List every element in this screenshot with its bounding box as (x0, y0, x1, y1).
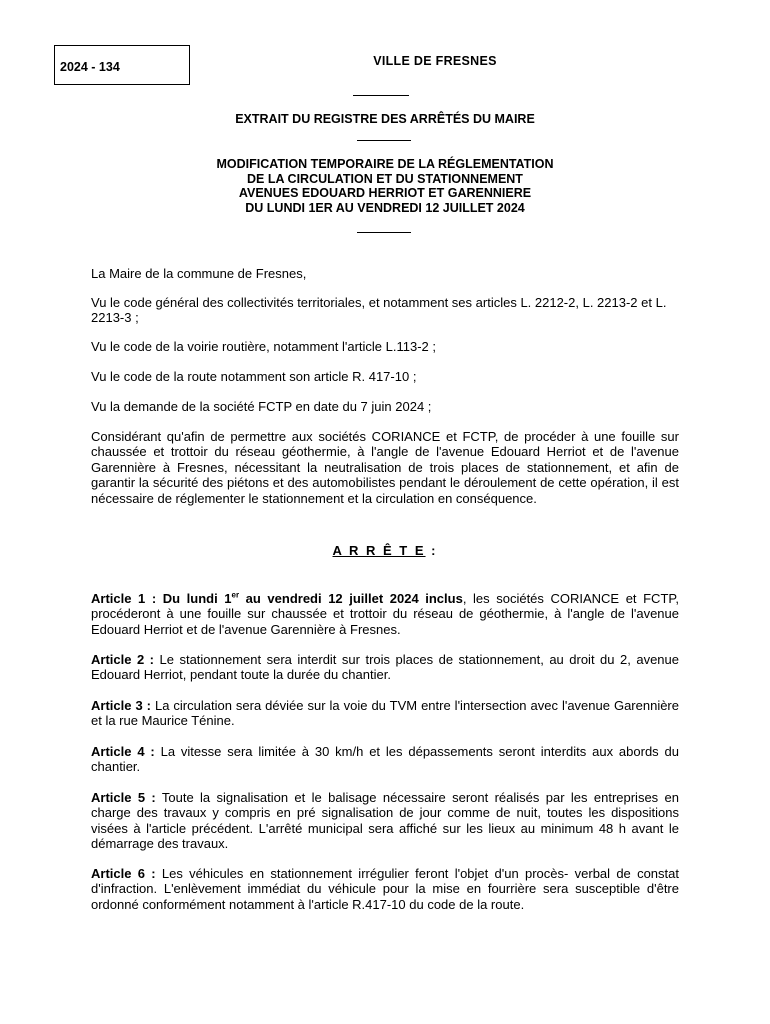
mayor-line: La Maire de la commune de Fresnes, (91, 266, 307, 281)
title-line: DU LUNDI 1ER AU VENDREDI 12 JUILLET 2024 (245, 200, 525, 215)
article-text: La vitesse sera limitée à 30 km/h et les dépassements seront interdits aux abords du chantier. (91, 744, 679, 775)
preamble-mayor (91, 266, 679, 281)
article-3 (91, 698, 679, 729)
article-label: Article 4 : (91, 744, 155, 759)
divider (353, 95, 409, 96)
considerant-paragraph (91, 429, 679, 506)
vu-paragraph: Vu la demande de la société FCTP en date du 7 juin 2024 ; (91, 399, 432, 414)
article-text: La circulation sera déviée sur la voie du TVM entre l'intersection avec l'avenue Garennière et la rue Maurice Ténine. (91, 698, 679, 729)
article-4 (91, 744, 679, 775)
preamble-vu-1 (91, 295, 679, 326)
arrete-heading (0, 543, 770, 558)
article-text: Toute la signalisation et le balisage nécessaire seront réalisés par les entreprises en charge des travaux y compris en pré signalisation de jour comme de nuit, toutes les dispositions visées à l'article précédent. L'arrêté municipal sera affiché sur les lieux au minimum 48 h avant le démarrage des travaux. (91, 790, 679, 852)
article-text: , les sociétés CORIANCE et FCTP, procéderont à une fouille sur chaussée et trottoir du réseau de géothermie, à l'angle de l'avenue Edouard Herriot et de l'avenue Garennière à Fresnes. (91, 591, 679, 637)
preamble-vu-3 (91, 369, 679, 384)
article-text: Le stationnement sera interdit sur trois places de stationnement, au droit du 2, avenue Edouard Herriot, pendant toute la durée du chantier. (91, 652, 679, 683)
considerant-text: Considérant qu'afin de permettre aux sociétés CORIANCE et FCTP, de procéder à une fouille sur chaussée et trottoir du réseau géothermie, à l'angle de l'avenue Edouard Herriot et de l'avenue Garennière à Fresnes, nécessitant la neutralisation de trois places de stationnement, et afin de garantir la sécurité des piétons et des automobilistes pendant le déroulement de cette opération, il est nécessaire de réglementer le stationnement et la circulation en conséquence. (91, 429, 679, 506)
title-line: AVENUES EDOUARD HERRIOT ET GARENNIERE (238, 186, 532, 200)
registry-title: EXTRAIT DU REGISTRE DES ARRÊTÉS DU MAIRE (235, 112, 535, 126)
article-label: Article 3 : (91, 698, 151, 713)
article-6 (91, 866, 679, 912)
article-2 (91, 652, 679, 683)
ordinal-superscript: er (231, 590, 240, 600)
divider (357, 140, 411, 141)
title-line: DE LA CIRCULATION ET DU STATIONNEMENT (247, 171, 523, 186)
article-label: Article 2 : (91, 652, 155, 667)
article-label: Article 5 : (91, 790, 156, 805)
article-1 (91, 591, 679, 637)
document-title (0, 157, 770, 215)
vu-paragraph: Vu le code de la voirie routière, notamment l'article L.113-2 ; (91, 339, 436, 354)
vu-paragraph: Vu le code général des collectivités territoriales, et notamment ses articles L. 2212-2, L. 2213-2 et L. 2213-3 ; (91, 295, 667, 326)
divider (357, 232, 411, 233)
arrete-colon: : (425, 543, 438, 558)
preamble-vu-4 (91, 399, 679, 414)
article-label-end: au vendredi 12 juillet 2024 inclus (239, 591, 463, 606)
arrete-label: A R R Ê T E (332, 543, 426, 558)
article-5 (91, 790, 679, 852)
article-label: Article 1 : Du lundi 1 (91, 591, 232, 606)
preamble-vu-2 (91, 339, 679, 354)
vu-paragraph: Vu le code de la route notamment son article R. 417-10 ; (91, 369, 417, 384)
arrete-number: 2024 - 134 (60, 60, 120, 74)
article-label: Article 6 : (91, 866, 156, 881)
title-line: MODIFICATION TEMPORAIRE DE LA RÉGLEMENTATION (216, 157, 554, 171)
article-text: Les véhicules en stationnement irrégulier feront l'objet d'un procès- verbal de constat d'infraction. L'enlèvement immédiat du véhicule pour la mise en fourrière sera susceptible d'être ordonné conformément notamment à l'article R.417-10 du code de la route. (91, 866, 679, 912)
town-name: VILLE DE FRESNES (373, 54, 497, 68)
